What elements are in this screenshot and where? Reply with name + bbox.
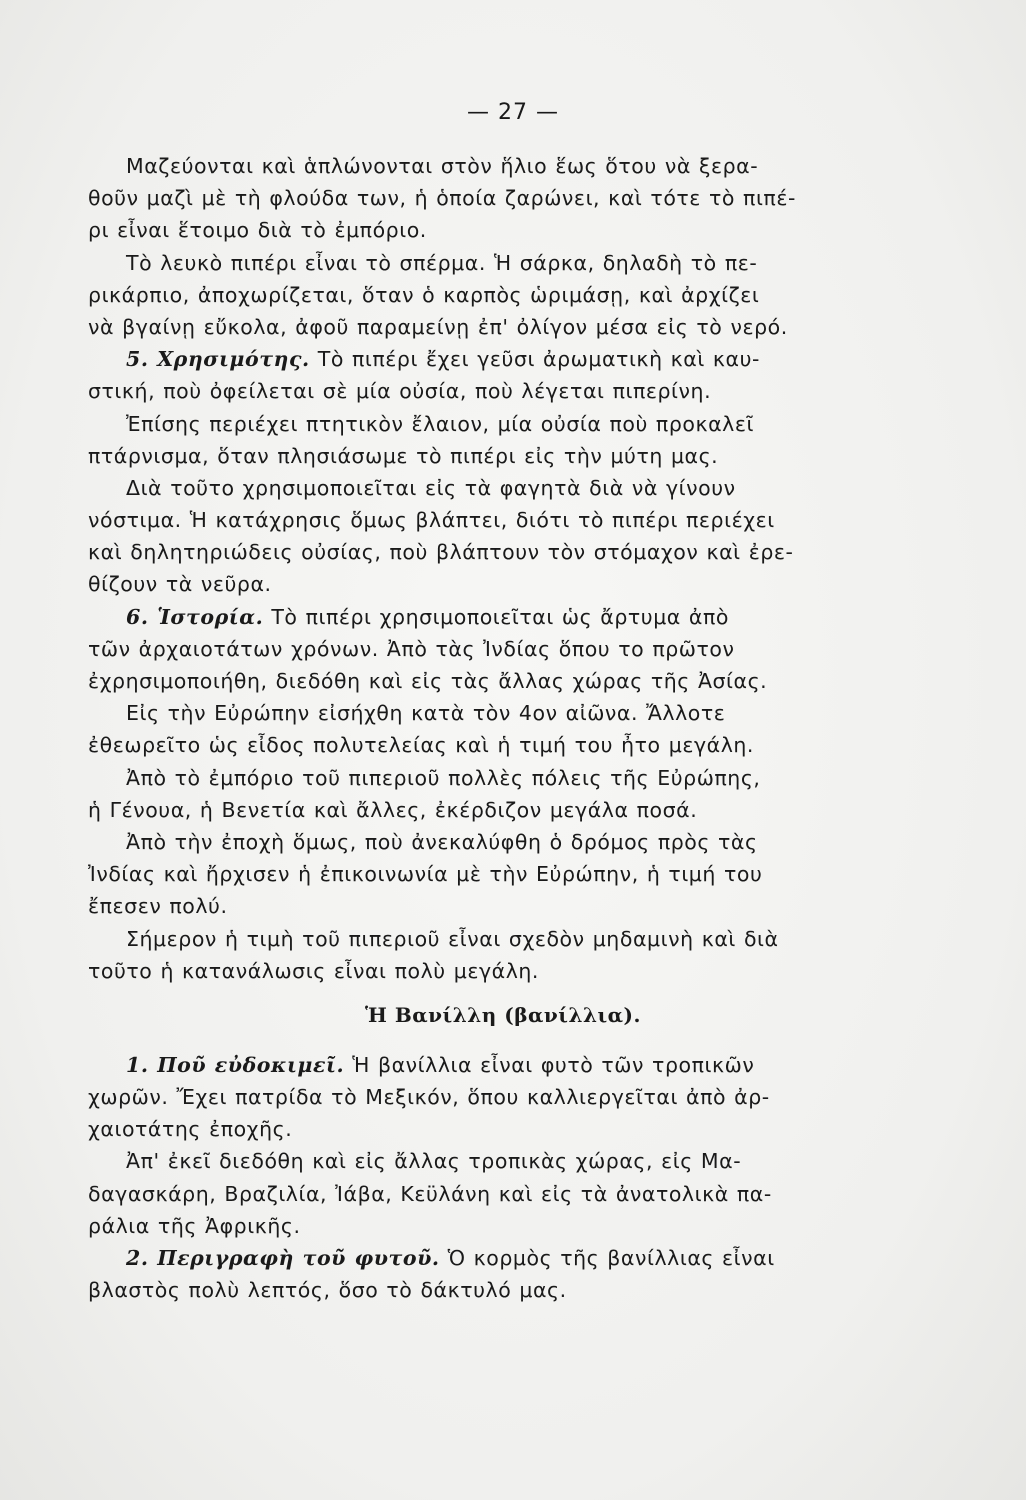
- text-line: πτάρνισμα, ὅταν πλησιάσωμε τὸ πιπέρι εἰς τὴν μύτη μας.: [88, 443, 719, 468]
- subheading-plant-description: 2. Περιγραφὴ τοῦ φυτοῦ.: [126, 1246, 440, 1270]
- text-line: [88, 601, 918, 633]
- text-line: νόστιμα. Ἡ κατάχρησις ὅμως βλάπτει, διότι τὸ πιπέρι περιέχει: [88, 508, 775, 533]
- text-line: τῶν ἀρχαιοτάτων χρόνων. Ἀπὸ τὰς Ἰνδίας ὅπου το πρῶτον: [88, 636, 735, 661]
- subheading-usefulness: 5. Χρησιμότης.: [126, 347, 310, 372]
- text-line: Μαζεύονται καὶ ἁπλώνονται στὸν ἥλιο ἕως ὅτου νὰ ξερα-: [126, 154, 759, 178]
- section-title-vanilla: Ἡ Βανίλλη (βανίλλια).: [365, 1002, 641, 1027]
- text-line: δαγασκάρη, Βραζιλία, Ἰάβα, Κεϋλάνη καὶ εἰς τὰ ἀνατολικὰ πα-: [88, 1181, 772, 1206]
- text-line: Ἀπ' ἐκεῖ διεδόθη καὶ εἰς ἄλλας τροπικὰς χώρας, εἰς Μα-: [126, 1149, 742, 1174]
- text-line: χαιοτάτης ἐποχῆς.: [88, 1117, 293, 1142]
- text-line: [88, 1242, 918, 1274]
- text-span: Τὸ πιπέρι χρησιμοποιεῖται ὡς ἄρτυμα ἀπὸ: [263, 604, 729, 629]
- text-line: χωρῶν. Ἔχει πατρίδα τὸ Μεξικόν, ὅπου καλλιεργεῖται ἀπὸ ἀρ-: [88, 1085, 770, 1110]
- text-line: ἐθεωρεῖτο ὡς εἶδος πολυτελείας καὶ ἡ τιμή του ἦτο μεγάλη.: [88, 733, 754, 758]
- text-line: Ἐπίσης περιέχει πτητικὸν ἔλαιον, μία οὐσία ποὺ προκαλεῖ: [126, 411, 754, 436]
- text-line: καὶ δηλητηριώδεις οὐσίας, ποὺ βλάπτουν τὸν στόμαχον καὶ ἐρε-: [88, 540, 794, 565]
- text-line: Ἀπὸ τὴν ἐποχὴ ὅμως, ποὺ ἀνεκαλύφθη ὁ δρόμος πρὸς τὰς: [126, 829, 758, 854]
- subheading-history: 6. Ἱστορία.: [126, 604, 264, 629]
- text-line: ρικάρπιο, ἀποχωρίζεται, ὅταν ὁ καρπὸς ὡριμάσῃ, καὶ ἀρχίζει: [88, 282, 760, 307]
- text-line: ἔπεσεν πολύ.: [88, 894, 228, 919]
- text-line: Διὰ τοῦτο χρησιμοποιεῖται εἰς τὰ φαγητὰ διὰ νὰ γίνουν: [126, 475, 736, 500]
- subheading-where-it-thrives: 1. Ποῦ εὐδοκιμεῖ.: [126, 1052, 345, 1077]
- text-line: Τὸ λευκὸ πιπέρι εἶναι τὸ σπέρμα. Ἡ σάρκα, δηλαδὴ τὸ πε-: [126, 250, 758, 275]
- text-line: [88, 1049, 918, 1081]
- text-line: τοῦτο ἡ κατανάλωσις εἶναι πολὺ μεγάλη.: [88, 958, 539, 983]
- text-line: Ἰνδίας καὶ ἤρχισεν ἡ ἐπικοινωνία μὲ τὴν Εὐρώπην, ἡ τιμή του: [88, 862, 763, 887]
- spacer: [88, 1039, 918, 1049]
- body-text: [88, 150, 918, 1306]
- text-line: Ἀπὸ τὸ ἐμπόριο τοῦ πιπεριοῦ πολλὲς πόλεις τῆς Εὐρώπης,: [126, 765, 761, 790]
- page-number: — 27 —: [467, 100, 559, 125]
- text-line: θίζουν τὰ νεῦρα.: [88, 572, 272, 597]
- text-span: Ὁ κορμὸς τῆς βανίλλιας εἶναι: [439, 1246, 775, 1270]
- text-span: Ἡ βανίλλια εἶναι φυτὸ τῶν τροπικῶν: [344, 1052, 755, 1077]
- text-line: ἡ Γένουα, ἡ Βενετία καὶ ἄλλες, ἐκέρδιζον μεγάλα ποσά.: [88, 797, 698, 822]
- text-line: [88, 343, 918, 375]
- text-line: ἐχρησιμοποιήθη, διεδόθη καὶ εἰς τὰς ἄλλας χώρας τῆς Ἀσίας.: [88, 669, 768, 693]
- text-line: ρι εἶναι ἕτοιμο διὰ τὸ ἐμπόριο.: [88, 218, 427, 243]
- text-line: νὰ βγαίνῃ εὔκολα, ἀφοῦ παραμείνῃ ἐπ' ὀλίγον μέσα εἰς τὸ νερό.: [88, 314, 788, 339]
- text-line: ράλια τῆς Ἀφρικῆς.: [88, 1213, 301, 1238]
- text-line: στική, ποὺ ὀφείλεται σὲ μία οὐσία, ποὺ λέγεται πιπερίνη.: [88, 379, 712, 404]
- text-line: βλαστὸς πολὺ λεπτός, ὅσο τὸ δάκτυλό μας.: [88, 1278, 567, 1303]
- text-span: Τὸ πιπέρι ἔχει γεῦσι ἀρωματικὴ καὶ καυ-: [309, 347, 760, 372]
- text-line: Σήμερον ἡ τιμὴ τοῦ πιπεριοῦ εἶναι σχεδὸν μηδαμινὴ καὶ διὰ: [126, 926, 779, 951]
- text-line: θοῦν μαζὶ μὲ τὴ φλούδα των, ἡ ὁποία ζαρώνει, καὶ τότε τὸ πιπέ-: [88, 186, 796, 211]
- text-line: Εἰς τὴν Εὐρώπην εἰσήχθη κατὰ τὸν 4ον αἰῶνα. Ἄλλοτε: [126, 701, 726, 726]
